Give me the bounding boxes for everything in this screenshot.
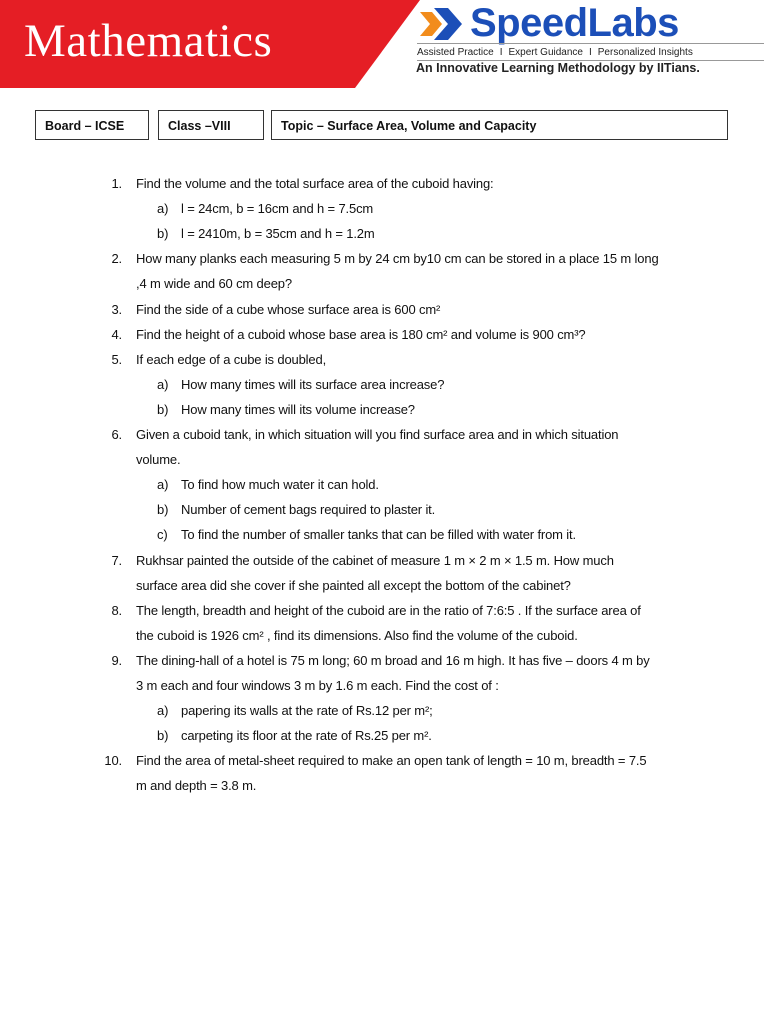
question-text: If each edge of a cube is doubled, [136,351,327,367]
brand-tag: Expert Guidance [508,46,583,58]
sub-question-text: Number of cement bags required to plaster it. [181,502,436,518]
question-text: How many planks each measuring 5 m by 24 cm by10 cm can be stored in a place 15 m long [136,251,659,267]
question-text: The length, breadth and height of the cuboid are in the ratio of 7:6:5 . If the surface area of [136,602,641,618]
question-text: surface area did she cover if she painted all except the bottom of the cabinet? [136,577,571,593]
sub-question-text: How many times will its volume increase? [181,401,415,417]
question-number: 7. [111,552,122,568]
subject-title: Mathematics [24,15,273,67]
question-text: the cuboid is 1926 cm² , find its dimensions. Also find the volume of the cuboid. [136,627,578,643]
sub-question-text: l = 2410m, b = 35cm and h = 1.2m [181,226,375,242]
sub-question-label: a) [157,477,169,493]
brand-tag: Personalized Insights [597,46,693,58]
brand-tag-separator: I [499,46,503,58]
sub-question-label: a) [157,201,169,217]
question-number: 10. [104,753,122,769]
question-text: Find the height of a cuboid whose base area is 180 cm² and volume is 900 cm³? [136,326,586,342]
question-text: Given a cuboid tank, in which situation will you find surface area and in which situation [136,427,619,442]
sub-question-text: l = 24cm, b = 16cm and h = 7.5cm [181,201,374,217]
brand-block [414,0,768,80]
sub-question-label: b) [157,226,169,242]
question-number: 1. [111,176,122,191]
sub-question-text: carpeting its floor at the rate of Rs.25 per m². [181,728,432,744]
sub-question-text: To find the number of smaller tanks that can be filled with water from it. [181,527,576,543]
topic-box: Topic – Surface Area, Volume and Capacity [271,110,728,140]
sub-question-text: To find how much water it can hold. [181,477,379,493]
board-box: Board – ICSE [35,110,149,140]
brand-name: SpeedLabs [470,1,679,45]
class-box: Class –VIII [158,110,264,140]
sub-question-label: b) [157,728,169,744]
sub-question-text: How many times will its surface area increase? [181,376,445,392]
sub-question-text: papering its walls at the rate of Rs.12 per m²; [181,703,433,719]
question-text: m and depth = 3.8 m. [136,778,257,794]
brand-tag: Assisted Practice [417,46,494,58]
question-number: 6. [111,427,122,442]
question-text: ,4 m wide and 60 cm deep? [136,276,292,292]
question-number: 2. [111,251,122,267]
question-text: Find the side of a cube whose surface area is 600 cm² [136,301,441,317]
question-text: 3 m each and four windows 3 m by 1.6 m each. Find the cost of : [136,678,499,693]
brand-tag-separator: I [588,46,592,58]
question-number: 5. [111,351,122,367]
speedlabs-logo-icon [418,6,464,42]
brand-tags [417,43,764,61]
sub-question-label: c) [157,527,168,543]
sub-question-label: a) [157,703,169,719]
question-number: 4. [111,326,122,342]
question-number: 3. [111,301,122,317]
question-text: Find the area of metal-sheet required to make an open tank of length = 10 m, breadth = 7.5 [136,753,647,769]
question-text: Find the volume and the total surface area of the cuboid having: [136,176,494,191]
question-text: Rukhsar painted the outside of the cabinet of measure 1 m × 2 m × 1.5 m. How much [136,552,614,568]
sub-question-label: b) [157,401,169,417]
sub-question-label: a) [157,376,169,392]
sub-question-label: b) [157,502,169,518]
question-text: The dining-hall of a hotel is 75 m long; 60 m broad and 16 m high. It has five – doors 4 m by [136,652,650,668]
question-number: 9. [111,652,122,668]
brand-tagline: An Innovative Learning Methodology by IITians. [416,61,700,75]
question-number: 8. [111,602,122,618]
question-text: volume. [136,452,181,468]
